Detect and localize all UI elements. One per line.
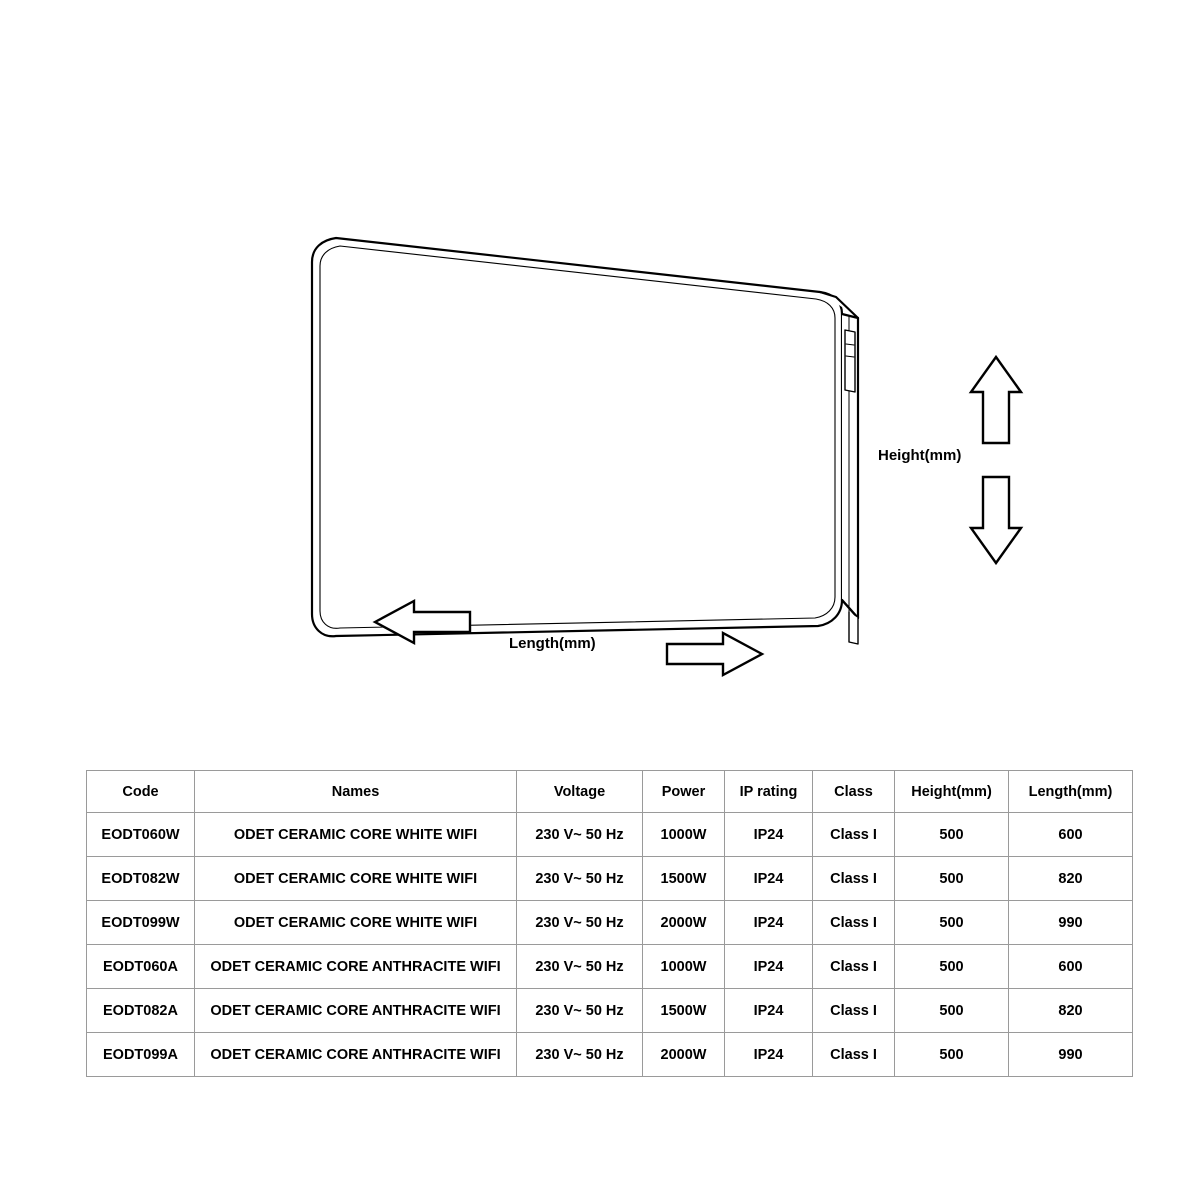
specification-table [86,770,1133,1077]
cell-height: 500 [895,1033,1009,1077]
cell-power: 1000W [643,945,725,989]
cell-length: 600 [1009,945,1133,989]
cell-length: 990 [1009,901,1133,945]
cell-name: ODET CERAMIC CORE WHITE WIFI [195,901,517,945]
arrow-right-icon [667,633,762,675]
cell-voltage: 230 V~ 50 Hz [517,1033,643,1077]
cell-height: 500 [895,813,1009,857]
cell-code: EODT099W [87,901,195,945]
cell-name: ODET CERAMIC CORE WHITE WIFI [195,813,517,857]
cell-voltage: 230 V~ 50 Hz [517,989,643,1033]
cell-code: EODT082A [87,989,195,1033]
cell-class: Class I [813,945,895,989]
cell-height: 500 [895,857,1009,901]
cell-ip: IP24 [725,901,813,945]
cell-height: 500 [895,901,1009,945]
table-header-row [87,771,1133,813]
cell-height: 500 [895,945,1009,989]
cell-class: Class I [813,857,895,901]
cell-code: EODT060A [87,945,195,989]
length-dimension-label: Length(mm) [509,635,596,652]
cell-power: 1000W [643,813,725,857]
column-header-voltage: Voltage [517,771,643,813]
cell-name: ODET CERAMIC CORE ANTHRACITE WIFI [195,989,517,1033]
specification-table-container [86,770,1132,1077]
table-row [87,1033,1133,1077]
cell-length: 990 [1009,1033,1133,1077]
cell-ip: IP24 [725,945,813,989]
cell-name: ODET CERAMIC CORE ANTHRACITE WIFI [195,1033,517,1077]
cell-code: EODT082W [87,857,195,901]
cell-voltage: 230 V~ 50 Hz [517,945,643,989]
column-header-height: Height(mm) [895,771,1009,813]
cell-power: 1500W [643,857,725,901]
cell-power: 2000W [643,901,725,945]
cell-power: 1500W [643,989,725,1033]
arrow-down-icon [971,477,1021,563]
cell-length: 820 [1009,857,1133,901]
column-header-names: Names [195,771,517,813]
cell-ip: IP24 [725,857,813,901]
cell-class: Class I [813,1033,895,1077]
cell-ip: IP24 [725,1033,813,1077]
cell-voltage: 230 V~ 50 Hz [517,813,643,857]
cell-name: ODET CERAMIC CORE WHITE WIFI [195,857,517,901]
cell-voltage: 230 V~ 50 Hz [517,857,643,901]
height-dimension-label: Height(mm) [878,447,962,464]
cell-voltage: 230 V~ 50 Hz [517,901,643,945]
column-header-class: Class [813,771,895,813]
column-header-power: Power [643,771,725,813]
cell-name: ODET CERAMIC CORE ANTHRACITE WIFI [195,945,517,989]
cell-height: 500 [895,989,1009,1033]
cell-class: Class I [813,989,895,1033]
table-row [87,857,1133,901]
arrow-up-icon [971,357,1021,443]
cell-class: Class I [813,901,895,945]
cell-power: 2000W [643,1033,725,1077]
table-row [87,901,1133,945]
table-row [87,989,1133,1033]
cell-code: EODT099A [87,1033,195,1077]
cell-code: EODT060W [87,813,195,857]
cell-ip: IP24 [725,989,813,1033]
column-header-ip: IP rating [725,771,813,813]
cell-class: Class I [813,813,895,857]
table-row [87,813,1133,857]
cell-ip: IP24 [725,813,813,857]
column-header-code: Code [87,771,195,813]
cell-length: 600 [1009,813,1133,857]
heater-panel-illustration [312,238,858,644]
cell-length: 820 [1009,989,1133,1033]
column-header-length: Length(mm) [1009,771,1133,813]
table-row [87,945,1133,989]
